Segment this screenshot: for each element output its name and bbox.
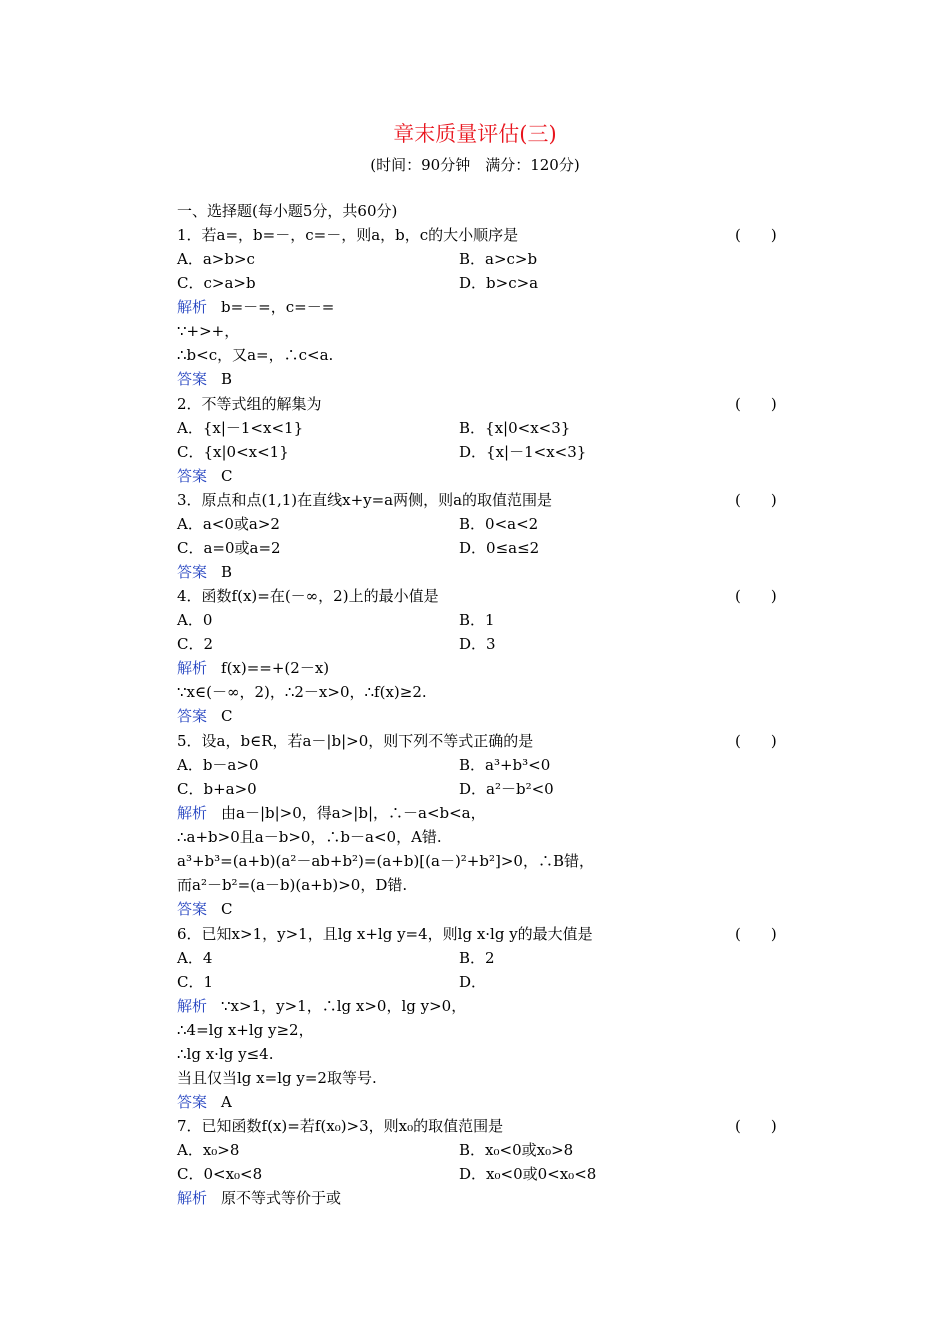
q6-analysis-line-3: ∴lg x·lg y≤4. [177,1045,274,1063]
q4-answer [177,706,233,726]
q7-option-d: D．x₀<0或0<x₀<8 [459,1165,597,1183]
answer-label: 答案 [177,707,208,725]
q6-answer-blank: ( ) [735,925,777,943]
q6-option-d: D． [459,973,487,991]
q4-answer-blank: ( ) [735,587,777,605]
page-title: 章末质量评估(三) [393,122,557,146]
q6-analysis-text: ∵x>1，y>1，∴lg x>0，lg y>0， [221,997,467,1015]
q6-stem: 6．已知x>1，y>1，且lg x+lg y=4，则lg x·lg y的最大值是 [177,925,593,943]
analysis-label: 解析 [177,659,208,677]
q4-stem: 4．函数f(x)=在(－∞，2)上的最小值是 [177,587,439,605]
page-subtitle: (时间：90分钟 满分：120分) [370,156,580,174]
q4-answer-value: C [221,707,233,725]
q4-analysis-line-2: ∵x∈(－∞，2)，∴2－x>0，∴f(x)≥2. [177,683,427,701]
q6-option-c: C．1 [177,973,214,991]
q4-option-c: C．2 [177,635,214,653]
q2-answer-value: C [221,467,233,485]
q6-option-a: A．4 [177,949,213,967]
q1-option-b: B．a>c>b [459,250,538,268]
q3-option-a: A．a<0或a>2 [177,515,280,533]
q3-answer-value: B [221,563,233,581]
q5-analysis-line-4: 而a²－b²=(a－b)(a+b)>0，D错. [177,876,408,894]
q4-option-b: B．1 [459,611,495,629]
q3-option-b: B．0<a<2 [459,515,539,533]
q1-answer [177,369,232,389]
q1-answer-blank: ( ) [735,226,777,244]
q6-answer-value: A [221,1093,232,1111]
analysis-label: 解析 [177,997,208,1015]
q3-answer [177,562,232,582]
answer-label: 答案 [177,563,208,581]
q3-answer-blank: ( ) [735,491,777,509]
q4-option-a: A．0 [177,611,213,629]
q2-option-b: B．{x|0<x<3} [459,419,571,437]
q4-option-d: D．3 [459,635,496,653]
q5-analysis-line-3: a³+b³=(a+b)(a²－ab+b²)=(a+b)[(a－)²+b²]>0，∴B错， [177,852,594,870]
q5-option-a: A．b－a>0 [177,756,259,774]
q1-option-c: C．c>a>b [177,274,256,292]
q1-stem: 1．若a=，b=－，c=－，则a，b，c的大小顺序是 [177,226,519,244]
q1-option-a: A．a>b>c [177,250,255,268]
analysis-label: 解析 [177,804,208,822]
q1-analysis-line-1 [177,297,334,317]
q2-option-d: D．{x|－1<x<3} [459,443,587,461]
q6-analysis-line-1 [177,996,466,1016]
q3-stem: 3．原点和点(1,1)在直线x+y=a两侧，则a的取值范围是 [177,491,553,509]
section-heading: 一、选择题(每小题5分，共60分) [177,202,398,220]
analysis-label: 解析 [177,1189,208,1207]
q2-answer [177,466,233,486]
q7-option-a: A．x₀>8 [177,1141,240,1159]
q4-analysis-line-1 [177,658,329,678]
q7-analysis-text: 原不等式等价于或 [221,1189,342,1207]
q5-analysis-line-2: ∴a+b>0且a－b>0，∴b－a<0，A错. [177,828,442,846]
q5-answer-value: C [221,900,233,918]
q2-option-c: C．{x|0<x<1} [177,443,289,461]
analysis-label: 解析 [177,298,208,316]
q7-option-c: C．0<x₀<8 [177,1165,263,1183]
q5-option-c: C．b+a>0 [177,780,257,798]
q5-answer [177,899,233,919]
q6-analysis-line-2: ∴4=lg x+lg y≥2， [177,1021,314,1039]
q1-analysis-line-2: ∵+>+， [177,322,240,340]
q7-analysis-line-1 [177,1188,341,1208]
answer-label: 答案 [177,900,208,918]
answer-label: 答案 [177,1093,208,1111]
q3-option-d: D．0≤a≤2 [459,539,540,557]
q6-option-b: B．2 [459,949,495,967]
q5-option-d: D．a²－b²<0 [459,780,554,798]
q1-answer-value: B [221,370,233,388]
q6-answer [177,1092,232,1112]
q2-answer-blank: ( ) [735,395,777,413]
q1-option-d: D．b>c>a [459,274,539,292]
q5-stem: 5．设a，b∈R，若a－|b|>0，则下列不等式正确的是 [177,732,534,750]
q5-answer-blank: ( ) [735,732,777,750]
q7-answer-blank: ( ) [735,1117,777,1135]
q4-analysis-text: f(x)==+(2－x) [221,659,330,677]
q6-analysis-line-4: 当且仅当lg x=lg y=2取等号. [177,1069,377,1087]
answer-label: 答案 [177,370,208,388]
q3-option-c: C．a=0或a=2 [177,539,281,557]
q2-stem: 2．不等式组的解集为 [177,395,322,413]
q7-stem: 7．已知函数f(x)=若f(x₀)>3，则x₀的取值范围是 [177,1117,504,1135]
q7-option-b: B．x₀<0或x₀>8 [459,1141,574,1159]
q1-analysis-text: b=－=，c=－= [221,298,335,316]
q5-option-b: B．a³+b³<0 [459,756,551,774]
q5-analysis-line-1 [177,803,486,823]
q1-analysis-line-3: ∴b<c，又a=，∴c<a. [177,346,334,364]
q2-option-a: A．{x|－1<x<1} [177,419,304,437]
answer-label: 答案 [177,467,208,485]
q5-analysis-text: 由a－|b|>0，得a>|b|，∴－a<b<a， [221,804,486,822]
